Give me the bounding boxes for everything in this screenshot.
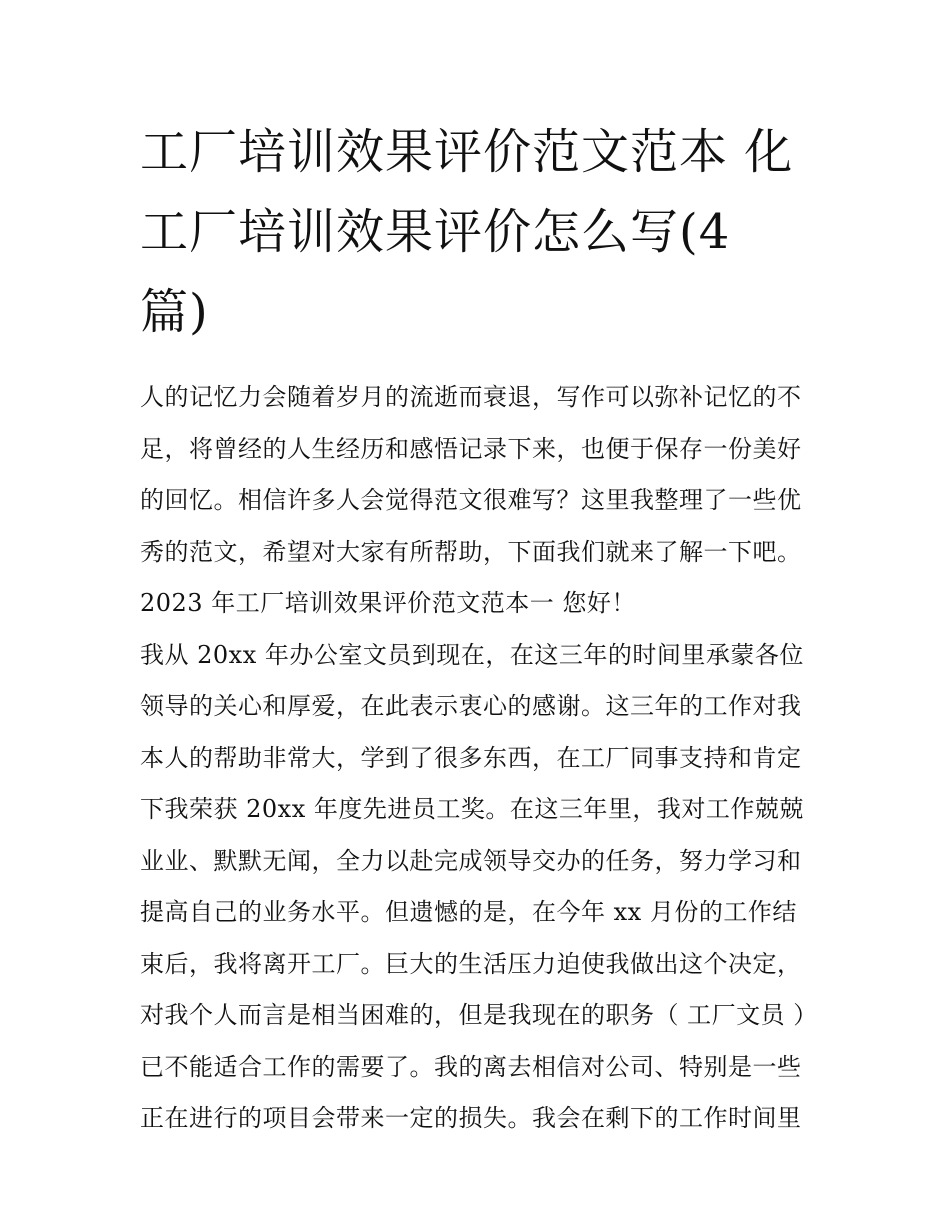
body-line: 对我个人而言是相当困难的，但是我现在的职务（ 工厂文员 ） — [140, 1001, 818, 1029]
intro-line: 人的记忆力会随着岁月的流逝而衰退，写作可以弥补记忆的不 — [140, 383, 802, 411]
body-line: 已不能适合工作的需要了。我的离去相信对公司、特别是一些 — [140, 1052, 802, 1081]
section-heading: 2023 年工厂培训效果评价范文范本一 您好！ — [140, 589, 636, 617]
document-title — [140, 112, 820, 352]
title-line: 工厂培训效果评价怎么写(4 — [140, 204, 731, 260]
document-body — [140, 372, 820, 1145]
body-line: 业业、默默无闻，全力以赴完成领导交办的任务，努力学习和 — [140, 846, 802, 875]
body-line: 正在进行的项目会带来一定的损失。我会在剩下的工作时间里 — [140, 1104, 802, 1132]
document-page — [140, 112, 820, 1145]
body-line: 本人的帮助非常大，学到了很多东西，在工厂同事支持和肯定 — [140, 743, 802, 772]
body-line: 束后，我将离开工厂。巨大的生活压力迫使我做出这个决定， — [140, 949, 802, 978]
body-line: 提高自己的业务水平。但遗憾的是，在今年 xx 月份的工作结 — [140, 898, 797, 926]
title-line: 篇) — [140, 284, 209, 340]
intro-line: 足，将曾经的人生经历和感悟记录下来，也便于保存一份美好 — [140, 434, 802, 463]
body-line: 我从 20xx 年办公室文员到现在，在这三年的时间里承蒙各位 — [140, 640, 804, 669]
title-line: 工厂培训效果评价范文范本 化 — [140, 124, 794, 180]
intro-line: 的回忆。相信许多人会觉得范文很难写？这里我整理了一些优 — [140, 486, 802, 514]
body-line: 下我荣获 20xx 年度先进员工奖。在这三年里，我对工作兢兢 — [140, 795, 804, 823]
intro-line: 秀的范文，希望对大家有所帮助，下面我们就来了解一下吧。 — [140, 537, 802, 566]
body-line: 领导的关心和厚爱，在此表示衷心的感谢。这三年的工作对我 — [140, 692, 802, 720]
